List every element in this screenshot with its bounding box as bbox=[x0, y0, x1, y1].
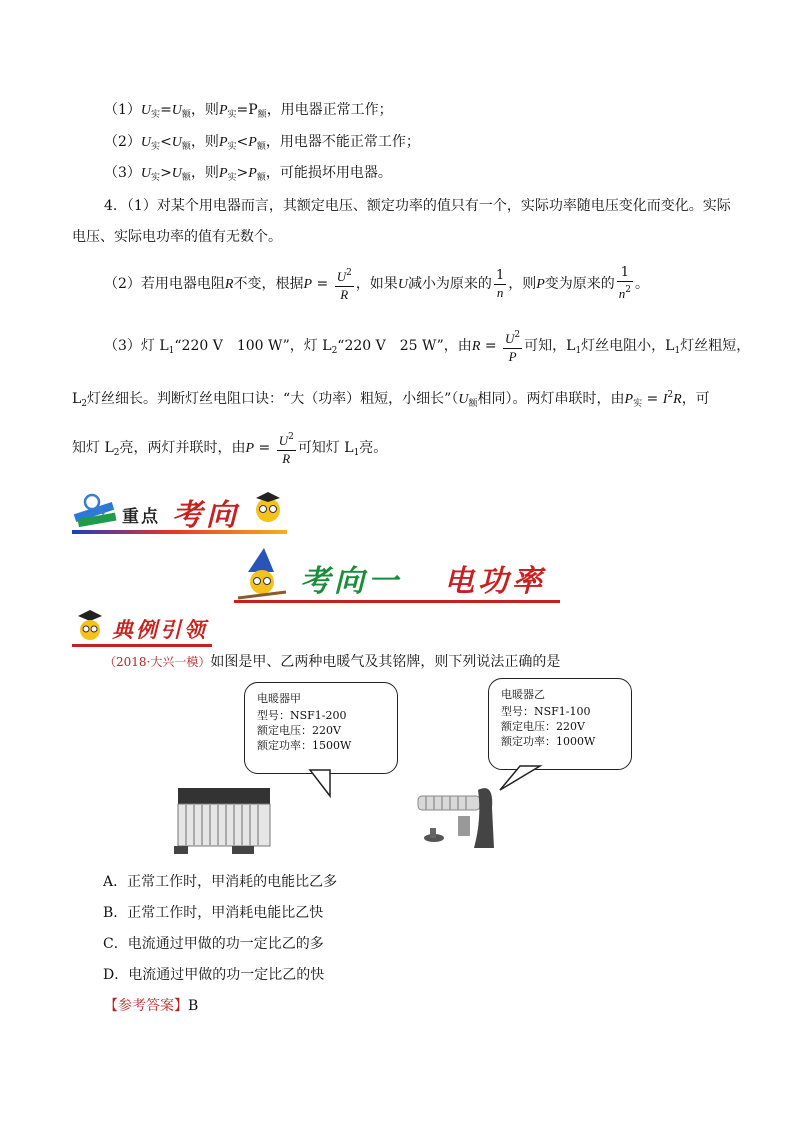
heater-figure bbox=[160, 678, 630, 868]
graduate-icon bbox=[72, 608, 112, 648]
heater-a-image bbox=[174, 788, 270, 854]
option-a[interactable]: A．正常工作时，甲消耗的电能比乙多 bbox=[103, 874, 338, 890]
option-c[interactable]: C．电流通过甲做的功一定比乙的多 bbox=[103, 936, 324, 952]
option-b[interactable]: B．正常工作时，甲消耗电能比乙快 bbox=[103, 905, 324, 921]
focus-big-title: 考向 bbox=[172, 498, 240, 533]
example-banner bbox=[72, 608, 212, 648]
topic-title-b: 电功率 bbox=[444, 564, 546, 599]
topic-banner bbox=[234, 548, 560, 604]
paragraph-4-3-line2: $L_2$灯丝细长。判断灯丝电阻口诀：“大（功率）粗短，小细长$”(U_额$相同）。两灯串联时，由$P_实 = I^2R$，可 bbox=[72, 390, 710, 409]
answer-value: B bbox=[188, 998, 199, 1014]
question-stem: （2018·大兴一模）如图是甲、乙两种电暖气及其铭牌，则下列说法正确的是 bbox=[104, 654, 561, 670]
reference-answer bbox=[104, 995, 198, 1015]
condition-1: $(1)U_实=U_额$，则$P_实=P_额$，用电器正常工作； bbox=[104, 102, 393, 120]
condition-3: $(3)U_实>U_额$，则$P_实>P_额$，可能损坏用电器。 bbox=[104, 165, 392, 183]
option-d[interactable]: D．电流通过甲做的功一定比乙的快 bbox=[103, 967, 325, 983]
paragraph-4-line2: 电压、实际电功率的值有无数个。 bbox=[72, 229, 282, 245]
heater-b-image bbox=[418, 788, 494, 848]
nameplate-a: 电暖器甲 型号：NSF1-200 额定电压：220V 额定功率：1500W bbox=[244, 682, 398, 774]
paragraph-4-line1: 4．（1）对某个用电器而言，其额定电压、额定功率的值只有一个，实际功率随电压变化而变化。实际 bbox=[104, 198, 731, 214]
wizard-icon bbox=[234, 548, 304, 604]
paragraph-4-2: （2）若用电器电阻R不变，根据P = $\frac{U^2}{R}$ ，如果U减小为原来的 $\frac{1}{n}$ ，则P变为原来的 $\frac{1}{n^2}$ 。 bbox=[104, 265, 650, 302]
paragraph-4-3-line3: 知灯 $L_2$亮，两灯并联时，由P = $\frac{U^2}{R}$ 可知灯 $L_1$亮。 bbox=[72, 432, 388, 466]
nameplate-b: 电暖器乙 型号：NSF1-100 额定电压：220V 额定功率：1000W bbox=[488, 678, 632, 770]
question-source: （2018·大兴一模） bbox=[104, 655, 211, 669]
heaters-illustration bbox=[160, 678, 630, 868]
focus-banner bbox=[72, 488, 287, 536]
example-title: 典例引领 bbox=[112, 617, 208, 642]
condition-2: $(2)U_实<U_额$，则$P_实<P_额$，用电器不能正常工作； bbox=[104, 134, 420, 152]
paragraph-4-3-line1: （3）灯 $L_1“220$ V 100 W”，灯 $L_2“220$ V 25 W”，由R = $\frac{U^2}{P}$ 可知，$L_1$灯丝电阻小，$L_1$灯丝粗短， bbox=[104, 330, 751, 364]
answer-tag: 【参考答案】 bbox=[104, 998, 188, 1014]
topic-title-a: 考向一 bbox=[300, 564, 402, 599]
focus-small-title: 重点 bbox=[122, 507, 160, 527]
